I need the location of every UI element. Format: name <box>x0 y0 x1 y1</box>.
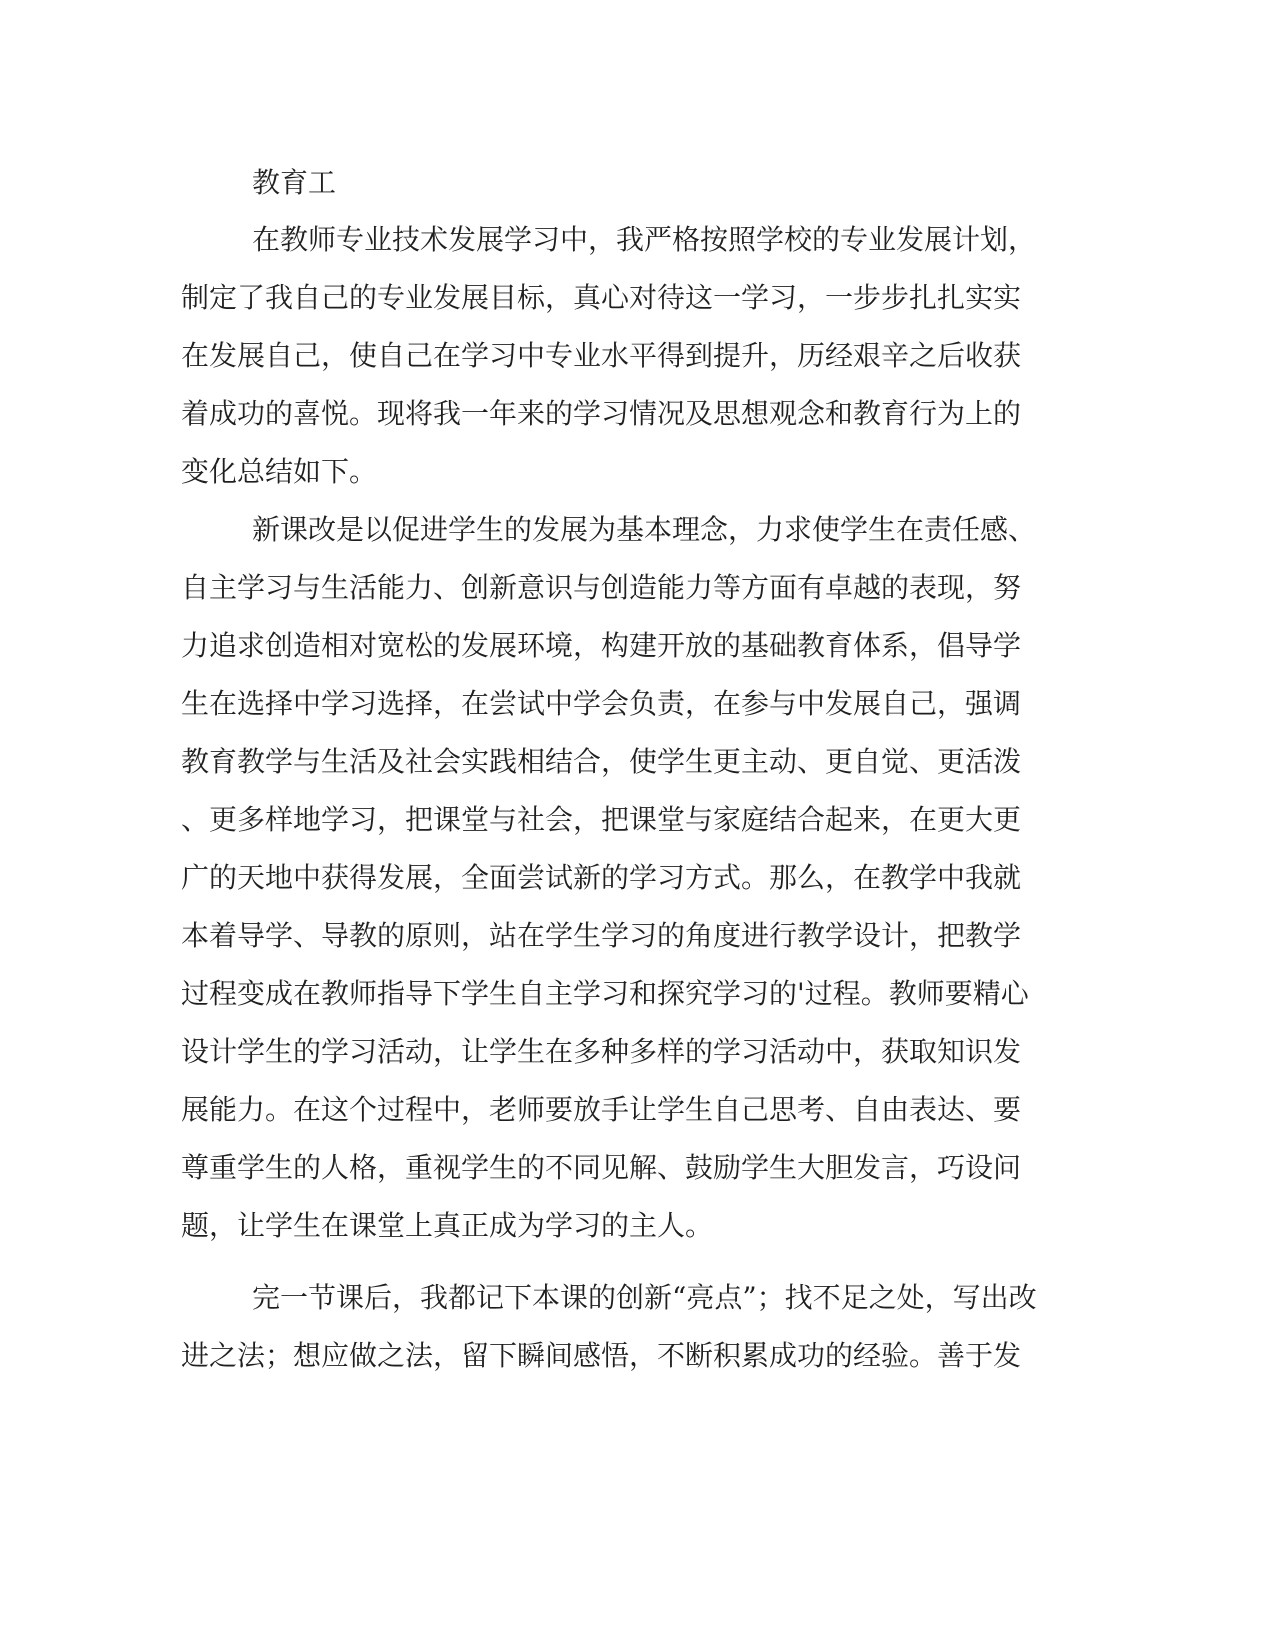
paragraph-line: 过程变成在教师指导下学生自主学习和探究学习的'过程。教师要精心 <box>181 977 1029 1010</box>
paragraph-line: 尊重学生的人格，重视学生的不同见解、鼓励学生大胆发言，巧设问 <box>181 1151 1022 1184</box>
paragraph-line: 自主学习与生活能力、创新意识与创造能力等方面有卓越的表现，努 <box>181 571 1022 604</box>
paragraph-line: 完一节课后，我都记下本课的创新“亮点”；找不足之处，写出改 <box>252 1281 1037 1314</box>
paragraph-line: 变化总结如下。 <box>181 455 378 488</box>
paragraph-line: 题，让学生在课堂上真正成为学习的主人。 <box>181 1209 714 1242</box>
paragraph-line: 、更多样地学习，把课堂与社会，把课堂与家庭结合起来，在更大更 <box>181 803 1022 836</box>
paragraph-line: 在发展自己，使自己在学习中专业水平得到提升，历经艰辛之后收获 <box>181 339 1022 372</box>
paragraph-line: 本着导学、导教的原则，站在学生学习的角度进行教学设计，把教学 <box>181 919 1022 952</box>
paragraph-line: 新课改是以促进学生的发展为基本理念，力求使学生在责任感、 <box>252 513 1037 546</box>
paragraph-line: 制定了我自己的专业发展目标，真心对待这一学习，一步步扎扎实实 <box>181 281 1022 314</box>
paragraph-line: 教育教学与生活及社会实践相结合，使学生更主动、更自觉、更活泼 <box>181 745 1022 778</box>
document-title: 教育工 <box>252 166 337 199</box>
paragraph-line: 展能力。在这个过程中，老师要放手让学生自己思考、自由表达、要 <box>181 1093 1022 1126</box>
paragraph-line: 生在选择中学习选择，在尝试中学会负责，在参与中发展自己，强调 <box>181 687 1022 720</box>
paragraph-line: 在教师专业技术发展学习中，我严格按照学校的专业发展计划， <box>252 223 1037 256</box>
paragraph-line: 力追求创造相对宽松的发展环境，构建开放的基础教育体系，倡导学 <box>181 629 1022 662</box>
paragraph-line: 广的天地中获得发展，全面尝试新的学习方式。那么，在教学中我就 <box>181 861 1022 894</box>
paragraph-line: 进之法；想应做之法，留下瞬间感悟，不断积累成功的经验。善于发 <box>181 1339 1022 1372</box>
paragraph-line: 设计学生的学习活动，让学生在多种多样的学习活动中，获取知识发 <box>181 1035 1022 1068</box>
paragraph-line: 着成功的喜悦。现将我一年来的学习情况及思想观念和教育行为上的 <box>181 397 1022 430</box>
